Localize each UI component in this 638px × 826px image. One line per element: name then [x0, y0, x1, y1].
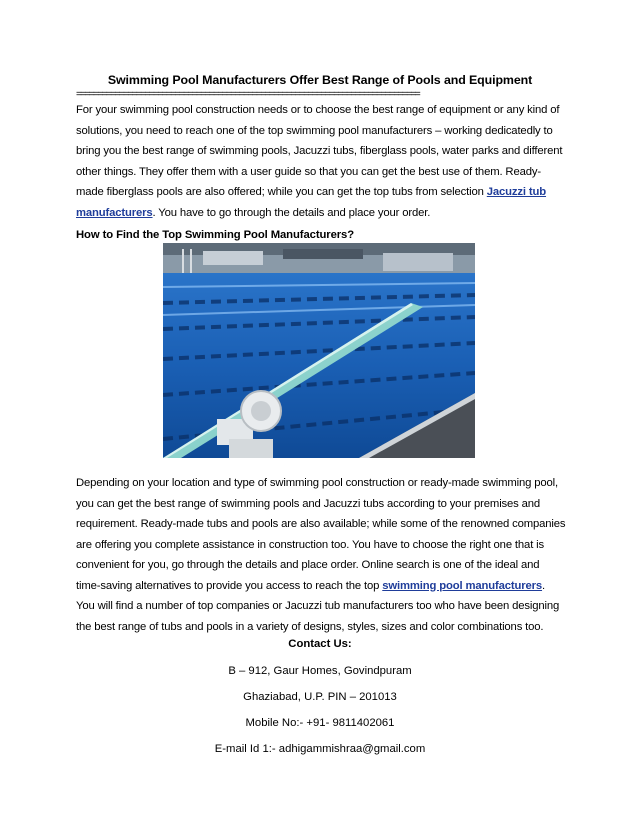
contact-address-line2: Ghaziabad, U.P. PIN – 201013	[243, 691, 397, 703]
body-section	[76, 473, 566, 637]
swimming-pool-photo	[163, 243, 475, 458]
contact-heading: Contact Us:	[288, 638, 352, 650]
document-title: Swimming Pool Manufacturers Offer Best Range of Pools and Equipment	[107, 73, 533, 87]
swimming-pool-diving-board-photo-icon	[163, 243, 475, 458]
intro-paragraph	[76, 100, 564, 223]
contact-mobile: Mobile No:- +91- 9811402061	[245, 717, 395, 729]
document-header	[76, 72, 564, 245]
section-heading: How to Find the Top Swimming Pool Manufacturers?	[76, 229, 355, 241]
intro-text-end: . You have to go through the details and place your order.	[152, 206, 431, 219]
swimming-pool-manufacturers-link[interactable]: swimming pool manufacturers	[382, 579, 543, 592]
body-text-end: . You will find a number of top companies or Jacuzzi tub manufacturers too who have been designing the best range of tubs and pools in a variety of designs, styles, sizes and color combinations too.	[76, 579, 560, 633]
intro-text-start: For your swimming pool construction needs or to choose the best range of equipment or any kind of solutions, you need to reach one of the top swimming pool manufacturers – working dedicatedly to bring you the best range of swimming pools, Jacuzzi tubs, fiberglass pools, water parks and different other things. They offer them with a user guide so that you can get the best use of them. Ready-made fiberglass pools are also offered; while you can get the top tubs from selection	[76, 104, 563, 198]
contact-block	[76, 634, 564, 762]
separator-line: ================================================================================	[76, 89, 420, 100]
contact-email: E-mail Id 1:- adhigammishraa@gmail.com	[214, 743, 426, 755]
contact-address-line1: B – 912, Gaur Homes, Govindpuram	[228, 665, 412, 677]
body-paragraph	[76, 473, 566, 637]
jacuzzi-tub-manufacturers-link[interactable]: Jacuzzi tub manufacturers	[76, 186, 547, 219]
body-text-start: Depending on your location and type of swimming pool construction or ready-made swimming pool, you can get the best range of swimming pools and Jacuzzi tubs according to your premises and requirement. Ready-made tubs and pools are also available; while some of the renowned companies are offering you complete assistance in construction too. You have to choose the right one that is convenient for you, go through the details and place order. Online search is one of the ideal and time-saving alternatives to provide you access to reach the top	[76, 477, 566, 592]
